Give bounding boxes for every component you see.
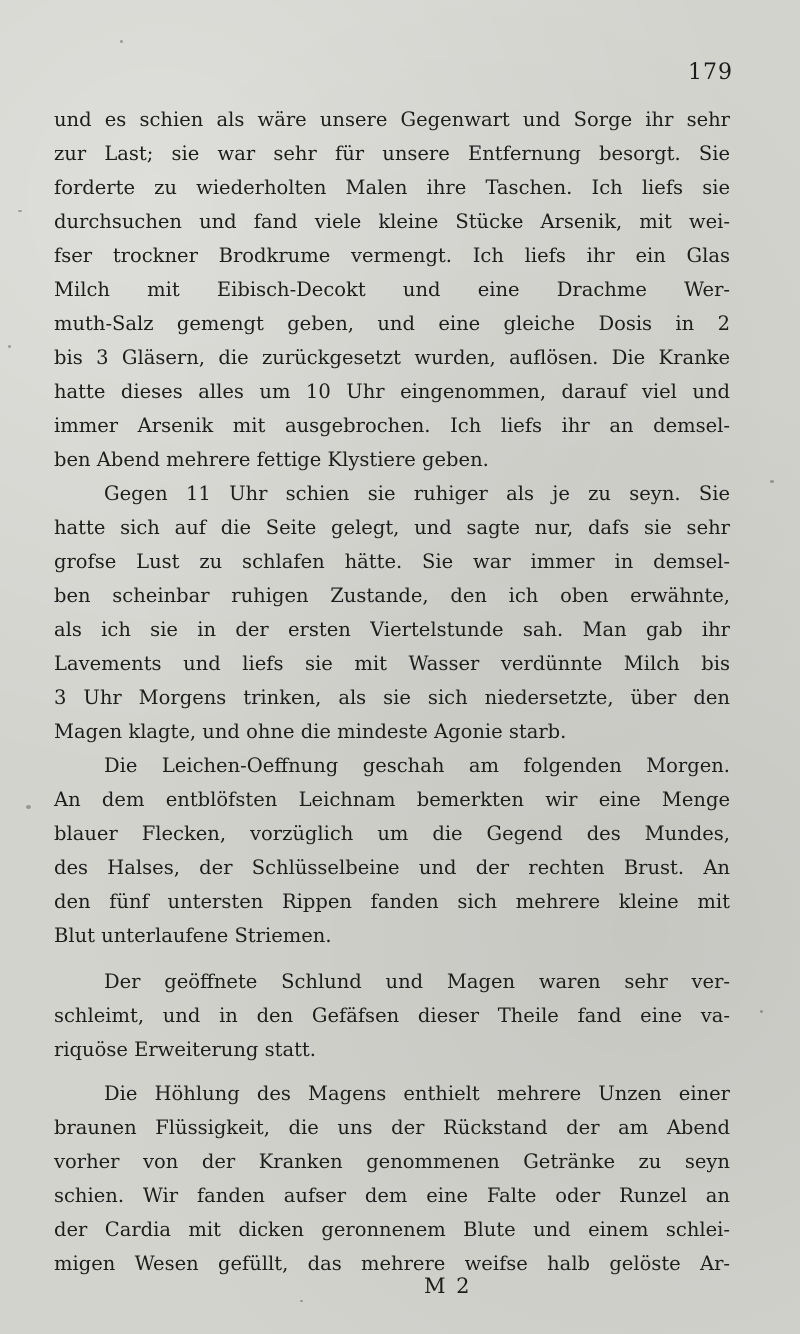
text-line: und es schien als wäre unsere Gegenwart und Sorge ihr sehr (54, 108, 730, 131)
text-line: des Halses, der Schlüsselbeine und der rechten Brust. An (54, 856, 730, 879)
text-line: Lavements und liefs sie mit Wasser verdünnte Milch bis (54, 652, 730, 675)
text-line: ben Abend mehrere fettige Klystiere geben. (54, 448, 489, 471)
text-line: An dem entblöfsten Leichnam bemerkten wir eine Menge (54, 788, 730, 811)
text-line: ben scheinbar ruhigen Zustande, den ich oben erwähnte, (54, 584, 730, 607)
text-line: Die Leichen-Oeffnung geschah am folgenden Morgen. (104, 754, 730, 777)
text-line: immer Arsenik mit ausgebrochen. Ich liefs ihr an demsel- (54, 414, 730, 437)
paper-speck (18, 210, 22, 212)
text-line: durchsuchen und fand viele kleine Stücke Arsenik, mit wei- (54, 210, 730, 233)
paper-speck (300, 1300, 303, 1302)
text-line: als ich sie in der ersten Viertelstunde sah. Man gab ihr (54, 618, 730, 641)
text-line: vorher von der Kranken genommenen Getränke zu seyn (54, 1150, 730, 1173)
text-line: braunen Flüssigkeit, die uns der Rückstand der am Abend (54, 1116, 730, 1139)
text-line: 3 Uhr Morgens trinken, als sie sich niedersetzte, über den (54, 686, 730, 709)
text-line: grofse Lust zu schlafen hätte. Sie war immer in demsel- (54, 550, 730, 573)
text-line: Blut unterlaufene Striemen. (54, 924, 332, 947)
text-line: zur Last; sie war sehr für unsere Entfernung besorgt. Sie (54, 142, 730, 165)
text-line: schleimt, und in den Gefäfsen dieser Theile fand eine va- (54, 1004, 730, 1027)
text-line: den fünf untersten Rippen fanden sich mehrere kleine mit (54, 890, 730, 913)
text-line: bis 3 Gläsern, die zurückgesetzt wurden, auflösen. Die Kranke (54, 346, 730, 369)
text-line: blauer Flecken, vorzüglich um die Gegend des Mundes, (54, 822, 730, 845)
text-line: hatte dieses alles um 10 Uhr eingenommen, darauf viel und (54, 380, 730, 403)
paper-speck (120, 40, 123, 43)
text-line: forderte zu wiederholten Malen ihre Taschen. Ich liefs sie (54, 176, 730, 199)
paper-speck (770, 480, 774, 483)
paper-speck (760, 1010, 763, 1013)
text-line: schien. Wir fanden aufser dem eine Falte oder Runzel an (54, 1184, 730, 1207)
paper-speck (8, 345, 11, 348)
text-line: Milch mit Eibisch-Decokt und eine Drachme Wer- (54, 278, 730, 301)
text-line: fser trockner Brodkrume vermengt. Ich liefs ihr ein Glas (54, 244, 730, 267)
text-line: hatte sich auf die Seite gelegt, und sagte nur, dafs sie sehr (54, 516, 730, 539)
text-line: Der geöffnete Schlund und Magen waren sehr ver- (104, 970, 730, 993)
page-number: 179 (688, 60, 733, 85)
text-line: muth-Salz gemengt geben, und eine gleiche Dosis in 2 (54, 312, 730, 335)
paper-speck (26, 805, 31, 809)
text-line: migen Wesen gefüllt, das mehrere weifse halb gelöste Ar- (54, 1252, 730, 1275)
text-line: Magen klagte, und ohne die mindeste Agonie starb. (54, 720, 567, 743)
signature-mark: M 2 (424, 1274, 472, 1298)
text-line: riquöse Erweiterung statt. (54, 1038, 316, 1061)
text-line: Gegen 11 Uhr schien sie ruhiger als je zu seyn. Sie (104, 482, 730, 505)
text-line: der Cardia mit dicken geronnenem Blute und einem schlei- (54, 1218, 730, 1241)
text-line: Die Höhlung des Magens enthielt mehrere Unzen einer (104, 1082, 730, 1105)
